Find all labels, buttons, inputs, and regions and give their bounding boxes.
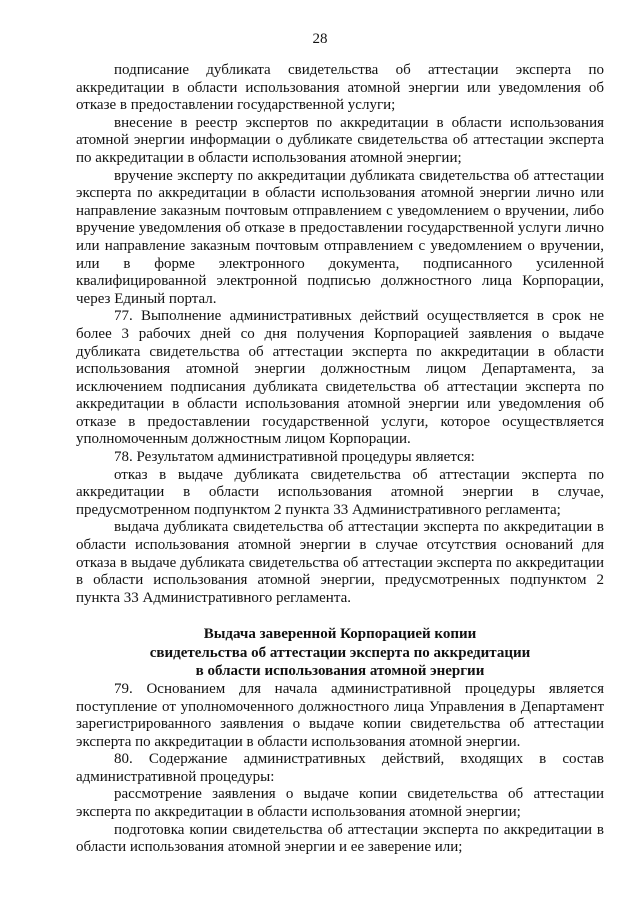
section-heading-line-1: Выдача заверенной Корпорацией копии <box>203 626 477 643</box>
paragraph-issuance: выдача дубликата свидетельства об аттестации эксперта по аккредитации в области использования атомной энергии в случае отсутствия оснований для отказа в выдаче дубликата свидетельства об аттестации эксперта по аккредитации в области использования атомной энергии, предусмотренных подпунктом 2 пункта 33 Административного регламента. <box>76 519 604 606</box>
section-heading <box>76 625 604 681</box>
paragraph-copy-preparation: подготовка копии свидетельства об аттестации эксперта по аккредитации в области использования атомной энергии и ее заверение или; <box>76 821 604 856</box>
section-heading-line-3: в области использования атомной энергии <box>195 663 485 680</box>
paragraph-80: 80. Содержание административных действий, входящих в состав административной процедуры: <box>76 751 604 785</box>
paragraph-delivery: вручение эксперту по аккредитации дубликата свидетельства об аттестации эксперта по аккредитации в области использования атомной энергии лично или направление заказным почтовым отправлением с уведомлением о вручении, либо вручение уведомления об отказе в предоставлении государственной услуги лично или направление заказным почтовым отправлением с уведомлением о вручении, или в форме электронного документа, подписанного усиленной квалифицированной электронной подписью должностного лица Корпорации, через Единый портал. <box>76 167 604 307</box>
paragraph-79: 79. Основанием для начала административной процедуры является поступление от уполномоченного должностного лица Управления в Департамент зарегистрированного заявления о выдаче копии свидетельства об аттестации эксперта по аккредитации в области использования атомной энергии. <box>76 680 604 750</box>
paragraph-77: 77. Выполнение административных действий осуществляется в срок не более 3 рабочих дней со дня получения Корпорацией заявления о выдаче дубликата свидетельства об аттестации эксперта по аккредитации в области использования атомной энергии должностным лицом Департамента, за исключением подписания дубликата свидетельства об аттестации эксперта по аккредитации в области использования атомной энергии или уведомления об отказе в предоставлении государственной услуги, которое осуществляется уполномоченным должностным лицом Корпорации. <box>76 308 604 448</box>
document-body <box>76 62 604 857</box>
paragraph-signing: подписание дубликата свидетельства об аттестации эксперта по аккредитации в области использования атомной энергии или уведомления об отказе в предоставлении государственной услуги; <box>76 62 604 114</box>
section-heading-line-2: свидетельства об аттестации эксперта по аккредитации <box>149 644 531 661</box>
paragraph-registry: внесение в реестр экспертов по аккредитации в области использования атомной энергии информации о дубликате свидетельства об аттестации эксперта по аккредитации в области использования атомной энергии; <box>76 114 604 166</box>
paragraph-refusal: отказ в выдаче дубликата свидетельства об аттестации эксперта по аккредитации в области использования атомной энергии в случае, предусмотренном подпунктом 2 пункта 33 Административного регламента; <box>76 466 604 518</box>
paragraph-78: 78. Результатом административной процедуры является: <box>114 449 475 466</box>
page-number: 28 <box>312 31 328 47</box>
paragraph-review: рассмотрение заявления о выдаче копии свидетельства об аттестации эксперта по аккредитации в области использования атомной энергии; <box>76 786 604 821</box>
